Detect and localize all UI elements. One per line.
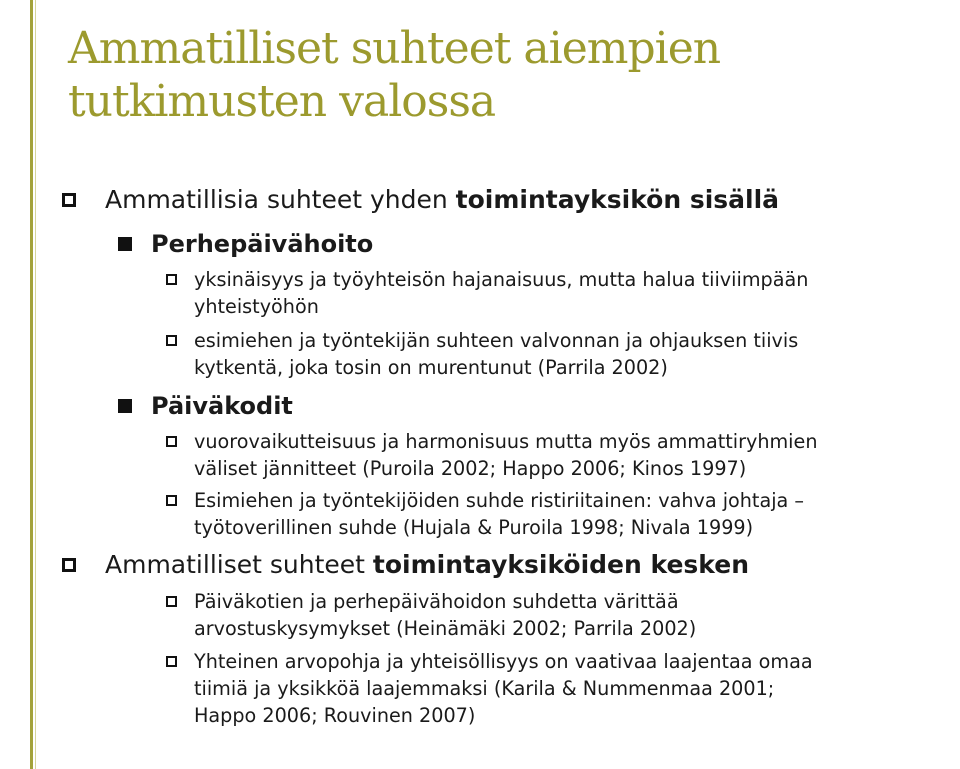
section-heading-2-bold: toimintayksiköiden kesken <box>372 550 749 579</box>
section-heading-1-bold: toimintayksikön sisällä <box>455 185 780 214</box>
list-item-line: kytkentä, joka tosin on murentunut (Parrila 2002) <box>194 356 668 379</box>
list-item-line: Esimiehen ja työntekijöiden suhde ristiriitainen: vahva johtaja – <box>194 489 804 512</box>
filled-square-bullet-icon <box>118 237 132 251</box>
hollow-square-bullet-icon <box>166 335 177 346</box>
hollow-square-bullet-icon <box>62 193 76 207</box>
list-item-line: esimiehen ja työntekijän suhteen valvonnan ja ohjauksen tiivis <box>194 329 799 352</box>
list-item <box>166 487 936 541</box>
list-item <box>166 648 936 729</box>
slide-title-line-2: tutkimusten valossa <box>68 76 496 127</box>
list-item-line: yhteistyöhön <box>194 295 319 318</box>
subsection-heading-2-text: Päiväkodit <box>151 392 293 420</box>
list-item-line: Päiväkotien ja perhepäivähoidon suhdetta värittää <box>194 590 679 613</box>
subsection-heading-2 <box>118 392 938 420</box>
section-heading-1 <box>62 185 942 215</box>
filled-square-bullet-icon <box>118 399 132 413</box>
hollow-square-bullet-icon <box>166 495 177 506</box>
list-item-line: Happo 2006; Rouvinen 2007) <box>194 704 476 727</box>
section-heading-2-text: Ammatilliset suhteet <box>105 550 373 579</box>
list-item-line: yksinäisyys ja työyhteisön hajanaisuus, mutta halua tiiviimpään <box>194 268 809 291</box>
hollow-square-bullet-icon <box>166 274 177 285</box>
list-item-line: Yhteinen arvopohja ja yhteisöllisyys on vaativaa laajentaa omaa <box>194 650 813 673</box>
left-accent-line <box>30 0 33 769</box>
hollow-square-bullet-icon <box>166 596 177 607</box>
hollow-square-bullet-icon <box>166 656 177 667</box>
list-item <box>166 327 936 381</box>
slide-title <box>68 22 928 128</box>
list-item-line: vuorovaikutteisuus ja harmonisuus mutta myös ammattiryhmien <box>194 430 818 453</box>
subsection-heading-1 <box>118 230 938 258</box>
list-item-line: tiimiä ja yksikköä laajemmaksi (Karila & Nummenmaa 2001; <box>194 677 775 700</box>
section-heading-2 <box>62 550 942 580</box>
list-item-line: työtoverillinen suhde (Hujala & Puroila 1998; Nivala 1999) <box>194 516 754 539</box>
list-item-line: arvostuskysymykset (Heinämäki 2002; Parrila 2002) <box>194 617 697 640</box>
hollow-square-bullet-icon <box>166 436 177 447</box>
slide-title-line-1: Ammatilliset suhteet aiempien <box>68 23 721 74</box>
subsection-heading-1-text: Perhepäivähoito <box>151 230 374 258</box>
section-heading-1-text: Ammatillisia suhteet yhden <box>105 185 456 214</box>
left-accent-line-thin <box>35 0 36 769</box>
list-item <box>166 588 936 642</box>
hollow-square-bullet-icon <box>62 558 76 572</box>
list-item <box>166 428 936 482</box>
list-item <box>166 266 936 320</box>
list-item-line: väliset jännitteet (Puroila 2002; Happo 2006; Kinos 1997) <box>194 457 747 480</box>
